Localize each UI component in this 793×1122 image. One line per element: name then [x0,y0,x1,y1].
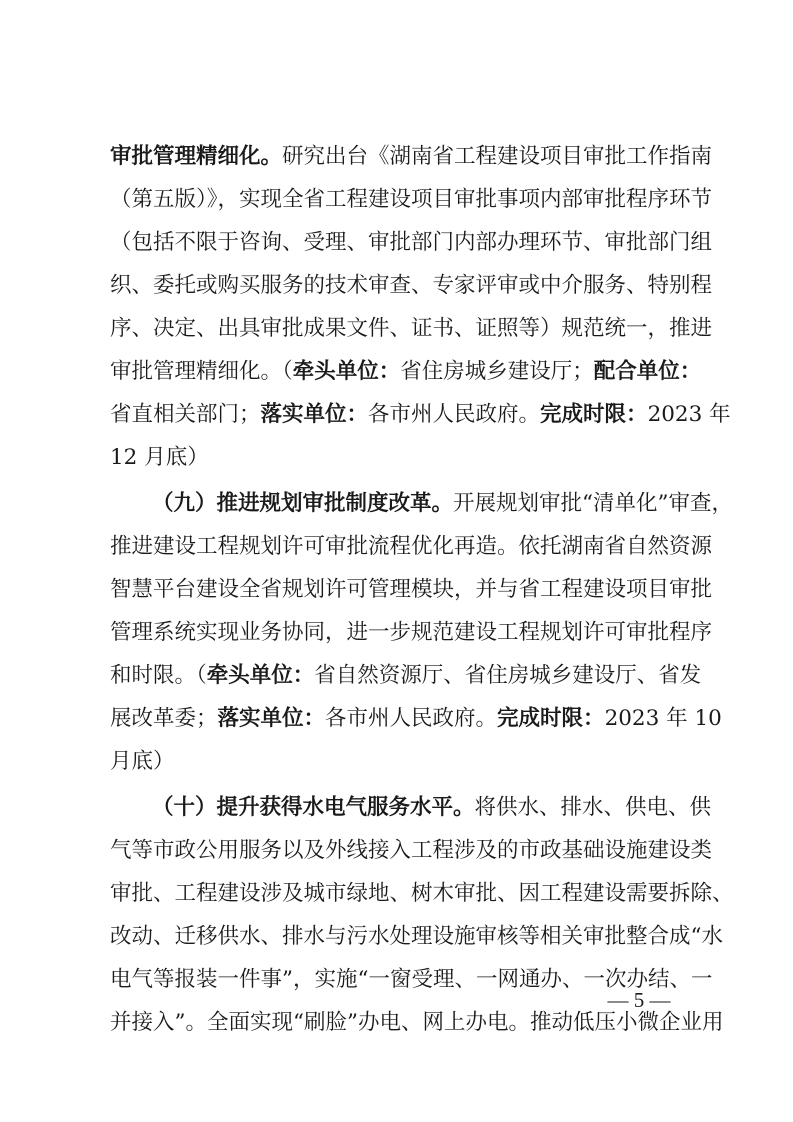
deadline-label: 完成时限： [497,706,605,731]
cooperating-unit-label: 配合单位： [593,359,702,384]
text-line: 月底） [110,749,175,774]
text-line: 织、委托或购买服务的技术审查、专家评审或中介服务、特别程 [110,273,713,298]
implementing-unit-label: 落实单位： [217,706,326,731]
section-heading: （九）推进规划审批制度改革。 [152,491,454,516]
text-line [152,483,733,525]
text-line: 电气等报装一件事”，实施“一窗受理、一网通办、一次办结、一 [110,967,713,992]
text-line: 序、决定、出具审批成果文件、证书、证照等）规范统一，推进 [110,316,713,341]
lead-unit-label: 牵头单位： [206,663,315,688]
text-line: 12 月底） [110,445,209,470]
text-line: （第五版）》，实现全省工程建设项目审批事项内部审批程序环节 [110,187,713,212]
body-text: 审批管理精细化。（ [110,359,293,384]
body-text: 将供水、排水、供电、供 [474,795,712,820]
body-text: 开展规划审批“清单化”审查， [453,491,733,516]
text-line [110,136,713,178]
body-text: 研究出台《湖南省工程建设项目审批工作指南 [282,144,713,169]
text-line: 审批、工程建设涉及城市绿地、树木审批、因工程建设需要拆除、 [110,881,734,906]
deadline-value: 2023 年 [647,402,731,427]
text-line: 智慧平台建设全省规划许可管理模块，并与省工程建设项目审批 [110,577,713,602]
implementing-unit-value: 各市州人民政府。 [368,402,541,427]
text-line: 推进建设工程规划许可审批流程优化再造。依托湖南省自然资源 [110,534,713,559]
text-line: 并接入”。全面实现“刷脸”办电、网上办电。推动低压小微企业用 [110,1010,724,1035]
text-line: 管理系统实现业务协同，进一步规范建设工程规划许可审批程序 [110,620,713,645]
implementing-unit-label: 落实单位： [260,402,369,427]
text-line [152,787,712,829]
cooperating-unit-value: 省直相关部门； [110,402,261,427]
text-line: 气等市政公用服务以及外线接入工程涉及的市政基础设施建设类 [110,838,713,863]
section-heading: 审批管理精细化。 [110,144,283,169]
text-line: （包括不限于咨询、受理、审批部门内部办理环节、审批部门组 [110,230,713,255]
lead-unit-value: 省自然资源厅、省住房城乡建设厅、省发 [314,663,702,688]
text-line [110,351,702,393]
text-line [110,655,702,697]
lead-unit-value: 省住房城乡建设厅； [400,359,594,384]
deadline-label: 完成时限： [540,402,648,427]
implementing-unit-value: 各市州人民政府。 [325,706,498,731]
text-line [110,698,722,740]
lead-unit-label: 牵头单位： [292,359,401,384]
section-heading: （十）提升获得水电气服务水平。 [152,795,475,820]
page-number: — 5 — [607,988,671,1012]
deadline-value: 2023 年 10 [604,706,722,731]
text-line: 改动、迁移供水、排水与污水处理设施审核等相关审批整合成“水 [110,924,723,949]
lead-unit-value: 展改革委； [110,706,218,731]
text-line [110,394,731,436]
body-text: 和时限。（ [110,663,207,688]
